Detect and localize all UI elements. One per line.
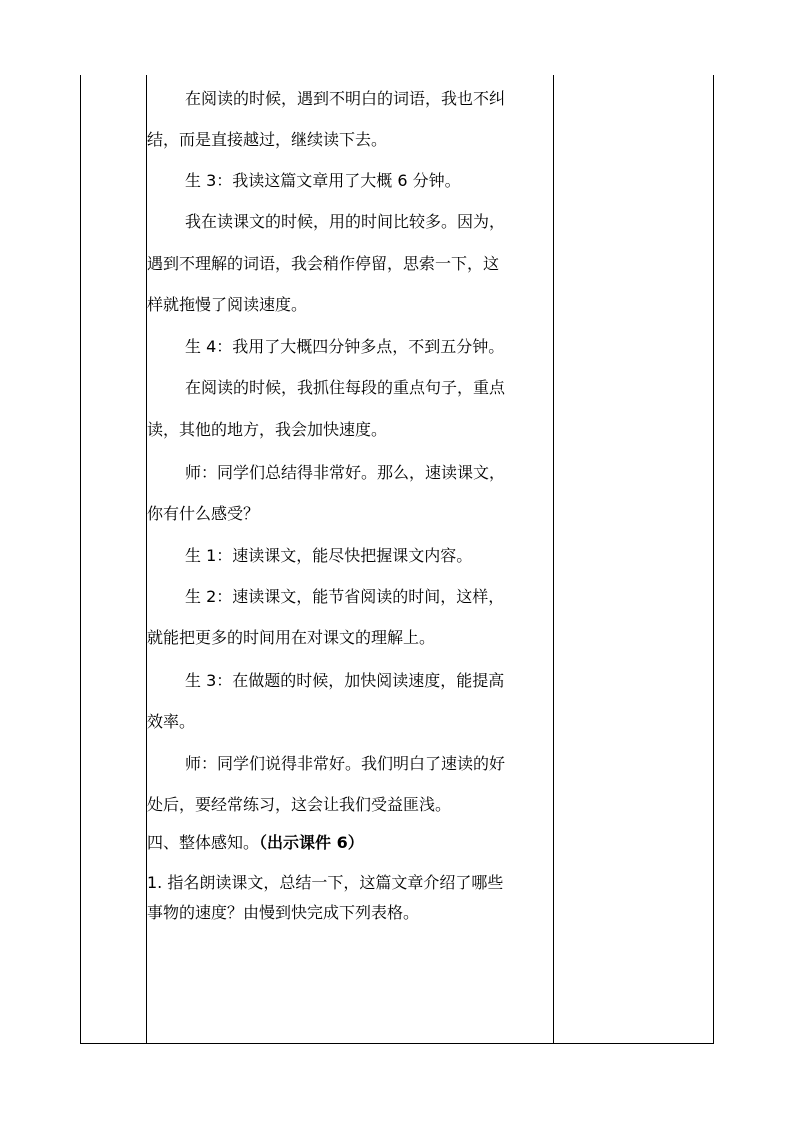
text-line: 遇到不理解的词语，我会稍作停留，思索一下，这	[147, 254, 500, 273]
text-line: 读，其他的地方，我会加快速度。	[147, 420, 388, 439]
section-heading-note: （出示课件 6）	[259, 833, 364, 852]
table-right-border	[713, 75, 714, 1044]
text-line: 在阅读的时候，我抓住每段的重点句子，重点	[185, 378, 506, 397]
text-line: 我在读课文的时候，用的时间比较多。因为，	[185, 212, 506, 231]
text-line: 生 3：在做题的时候，加快阅读速度，能提高	[185, 671, 505, 690]
section-heading	[147, 833, 553, 853]
table-column-divider-2	[553, 75, 554, 1044]
text-line: 结，而是直接越过，继续读下去。	[147, 130, 388, 149]
text-line: 你有什么感受？	[147, 504, 260, 523]
text-line: 在阅读的时候，遇到不明白的词语，我也不纠	[185, 89, 506, 108]
text-line: 处后，要经常练习，这会让我们受益匪浅。	[147, 795, 452, 814]
lesson-content-cell	[147, 75, 553, 1043]
text-line: 师：同学们说得非常好。我们明白了速读的好	[185, 754, 506, 773]
text-line: 样就拖慢了阅读速度。	[147, 295, 308, 314]
table-bottom-border	[80, 1043, 714, 1044]
task-line: 1. 指名朗读课文，总结一下，这篇文章介绍了哪些	[147, 873, 504, 892]
table-left-border	[80, 75, 81, 1044]
task-line: 事物的速度？由慢到快完成下列表格。	[147, 903, 420, 922]
text-line: 生 4：我用了大概四分钟多点，不到五分钟。	[185, 337, 505, 356]
section-heading-text: 四、整体感知。	[147, 833, 260, 852]
text-line: 师：同学们总结得非常好。那么，速读课文，	[185, 463, 506, 482]
text-line: 生 3：我读这篇文章用了大概 6 分钟。	[185, 171, 461, 190]
text-line: 效率。	[147, 712, 196, 731]
text-line: 生 1：速读课文，能尽快把握课文内容。	[185, 546, 473, 565]
text-line: 就能把更多的时间用在对课文的理解上。	[147, 628, 436, 647]
text-line: 生 2：速读课文，能节省阅读的时间，这样，	[185, 587, 505, 606]
